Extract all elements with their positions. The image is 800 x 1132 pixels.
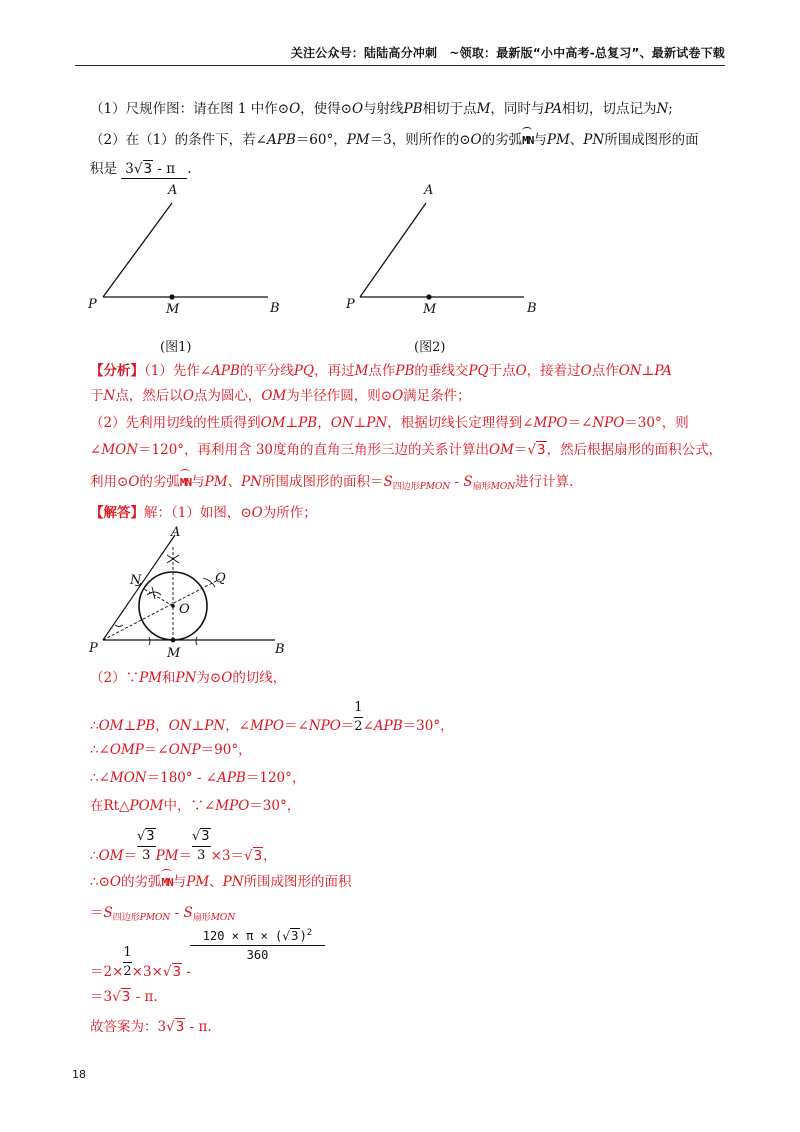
question-2-line-1: （2）在（1）的条件下，若∠APB＝60°，PM＝3，则所作的⊙O的劣弧MN与PM、PN所围成图形的面	[90, 132, 699, 148]
analysis-tag: 【分析】	[90, 363, 144, 379]
figure-1	[87, 183, 280, 317]
svg-text:O: O	[179, 602, 190, 617]
solution-line-11: ＝3√3 - π.	[90, 989, 158, 1005]
solution-line-5: ∴∠MON＝180° - ∠APB＝120°，	[90, 770, 306, 786]
svg-text:M: M	[167, 646, 181, 660]
svg-text:P: P	[88, 297, 97, 312]
construction-figure	[88, 525, 285, 660]
svg-text:B: B	[527, 301, 537, 316]
final-answer: 故答案为：3√3 - π.	[90, 1019, 212, 1035]
caption-figure-1: (图1)	[160, 340, 192, 355]
analysis-line-2: 于N点，然后以O点为圆心，OM为半径作圆，则⊙O满足条件；	[90, 388, 471, 404]
solution-line-2: （2）∵PM和PN为⊙O的切线，	[90, 670, 287, 686]
solution-line-3: ∴OM⊥PB，ON⊥PN，∠MPO＝∠NPO＝ $\frac{1}{2}$ ∠APB＝30°，	[90, 700, 454, 734]
svg-text:P: P	[346, 297, 355, 312]
svg-text:N: N	[130, 573, 142, 588]
arc-mn-symbol: MN	[522, 132, 533, 150]
header-rule	[75, 65, 725, 66]
page-header: 关注公众号：陆陆高分冲刺 ~领取：最新版“小中高考-总复习”、最新试卷下载	[290, 46, 725, 60]
analysis-line-3: （2）先利用切线的性质得到OM⊥PB，ON⊥PN，根据切线长定理得到∠MPO＝∠NPO＝30°，则	[90, 415, 689, 431]
svg-text:A: A	[424, 183, 434, 198]
question-2-line-2: 积是 3√3 - π .	[90, 161, 192, 177]
solution-line-9: $=S_{四边形PMON} - S_{扇形MON}$	[90, 905, 236, 923]
question-1: （1）尺规作图：请在图 1 中作⊙O，使得⊙O与射线PB相切于点M，同时与PA相切，切点记为N;	[90, 101, 673, 117]
solution-line-8: ∴⊙O的劣弧MN与PM、PN所围成图形的面积	[90, 874, 352, 890]
page-number: 18	[72, 1068, 86, 1081]
figure-2	[345, 183, 537, 317]
solution-line-1: 【解答】解：（1）如图，⊙O为所作；	[90, 505, 317, 521]
solution-line-4: ∴∠OMP＝∠ONP＝90°，	[90, 742, 252, 758]
svg-text:Q: Q	[215, 571, 226, 586]
caption-figure-2: (图2)	[414, 340, 446, 355]
svg-text:M: M	[166, 302, 180, 317]
analysis-line-4: ∠MON＝120°，再利用含 30度角的直角三角形三边的关系计算出OM＝√3，然后根据扇形的面积公式，	[90, 442, 723, 458]
svg-text:A: A	[168, 183, 178, 198]
figures-1-2	[80, 178, 560, 353]
solution-line-6: 在Rt△POM中，∵∠MPO＝30°，	[90, 798, 301, 814]
solution-tag: 【解答】	[90, 505, 144, 521]
svg-text:B: B	[275, 642, 285, 657]
solution-line-10: ＝2× $\frac{1}{2}$ ×3×√3 -	[90, 945, 191, 980]
svg-text:B: B	[270, 301, 280, 316]
solution-figure	[85, 525, 305, 660]
svg-text:M: M	[423, 302, 437, 317]
analysis-line-5: 利用⊙O的劣弧MN与PM、PN所围成图形的面积$=S_{四边形PMON} - S_{扇形MON}$进行计算.	[90, 474, 574, 492]
sector-area-fraction: $120 \times \pi \times (√3)^2$ 360	[190, 928, 325, 962]
solution-line-7: ∴OM＝ $\frac{√3}{3}$ PM＝ $\frac{√3}{3}$ ×3＝√3，	[90, 829, 277, 864]
svg-text:A: A	[171, 525, 181, 540]
analysis-line-1: 【分析】（1）先作∠APB的平分线PQ，再过M点作PB的垂线交PQ于点O，接着过O点作ON⊥PA	[90, 363, 672, 379]
answer-blank: 3√3 - π	[121, 160, 187, 179]
svg-text:P: P	[89, 641, 98, 656]
